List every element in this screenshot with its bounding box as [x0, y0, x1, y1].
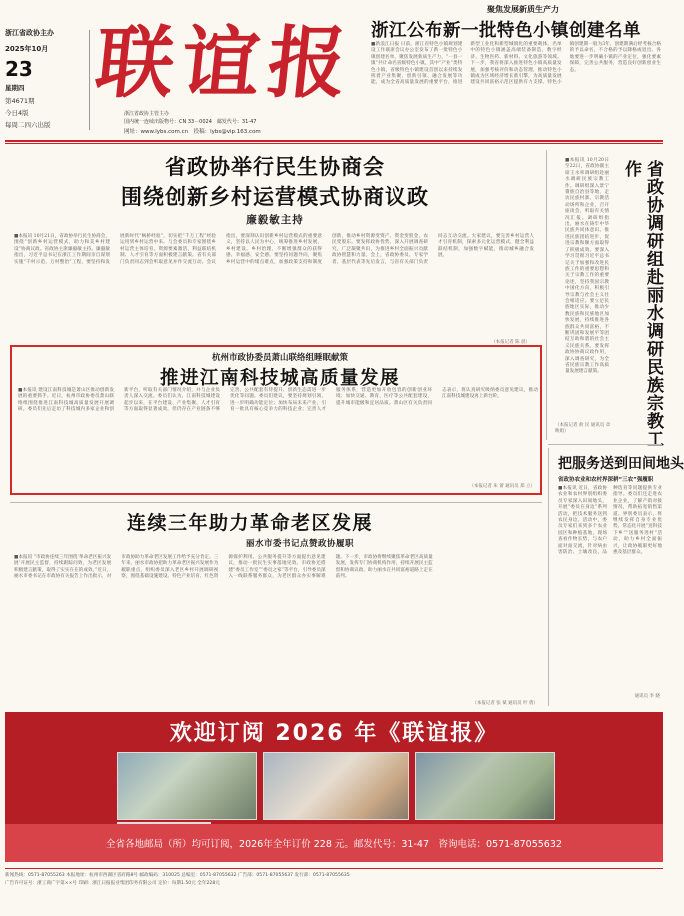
masthead-rule-1: [5, 140, 663, 142]
masthead-sponsor: 浙江省政协主管主办: [124, 111, 170, 117]
tianjian-body: ■本报讯 近日，省政协农业和农村界别组织委员专家深入田间地头，开展“委员在身边”系列活动，把技术服务送到农民身边。活动中，委员专家们来到多个农业园区和种植基地，现场查看作物长势，与农户面对面交流，针对病虫害防治、土壤改良、品种选育等问题提供专业指导。委员们还走进农业企业，了解产销对接情况，帮助拓宽销售渠道。界别委员表示，将继续发挥自身专业优势，常态化开展“送科技下乡”“送服务进村”活动，助力乡村全面振兴，让政协履职更好地惠及基层群众。: [558, 486, 662, 556]
masthead-pages: 今日4版: [5, 109, 29, 117]
lead-story-subtitle: 廉毅敏主持: [246, 214, 304, 226]
hz-story-body: ■本报讯 建设江南科技城是萧山区推动创新发展的重要抓手。近日，杭州市政协委员萧山联络组围绕推进江南科技城高质量发展开展调研。委员们先后走访了科技城内多家企业和创新平台，听取有关部门情况介绍，并与企业负责人深入交流。委员们认为，江南科技城建设起步以来，在平台建设、产业集聚、人才引育等方面取得显著成效，但仍存在产业链条不够完善、公共配套有待提升、创新生态需进一步优化等问题。委员们建议，要坚持规划引领，进一步明确功能定位；加快布局未来产业，引育一批具有核心竞争力的科技企业；完善人才服务体系，营造更加开放包容的创新创业环境；加快交通、教育、医疗等公共配套建设，提升城市能级和宜居品质。萧山区有关负责同志表示，将认真研究吸纳委员意见建议，推动江南科技城建设再上新台阶。: [18, 388, 538, 413]
top-story-body: ■新浪江日报 日前，浙江省特色小镇规划建设工作联席会议办公室发布了新一批特色小镇创建名单，聚焦发展新质生产力，“一县一镇”共计命名省级特色小镇，其中“产业”类特色小镇，省级特色小镇建设首创以来持续发挥着产业集聚、创新引领、融合发展等功能，成为全省高质量发展的重要平台，推进新型工业化和新型城镇化的重要载体。名单中的特色小镇涵盖高端装备制造、数字经济、生物医药、新材料、文化旅游等领域。下一步，我省将深入推进特色小镇高质量发展，加强考核评价和动态管理，推动特色小镇成为区域经济增长新引擎，为高质量发展建设共同富裕示范区提供有力支撑。特色小镇创建期一般为3年，创建期满后经考核合格的予以命名，不合格的予以降格或退出。各地要进一步明确小镇的产业定位，强化要素保障，完善公共服务，营造良好创新创业生态。: [371, 42, 661, 86]
banner-photo-1: [117, 752, 257, 820]
laoqu-divider-top: [10, 502, 542, 503]
footer-line-1: 新闻热线：0571-87055263 本报地址：杭州市西湖区省府路8号 邮政编码：310025 总编室：0571-87055632 广告部：0571-87055637 发行部：0571-87055635: [5, 873, 350, 878]
masthead-day: 23: [5, 57, 33, 81]
top-story-kicker: 聚焦发展新质生产力: [487, 5, 559, 14]
lead-story-reporter: （本报记者 陈 晨）: [491, 340, 530, 345]
masthead-rule-2: [5, 143, 663, 144]
banner-photo-2: [263, 752, 409, 820]
masthead-info: [5, 28, 87, 138]
masthead-schedule: 每周二四六出版: [5, 121, 51, 129]
lead-story-title-2[interactable]: 围绕创新乡村运营模式协商议政: [121, 185, 429, 209]
right-story-reporter: （本报记者 俞 民 通讯员 章映娟）: [555, 423, 611, 434]
masthead-web: 网址：www.lybs.com.cn 投稿：lybs@vip.163.com: [124, 129, 261, 135]
hz-story-reporter: （本报记者 朱 蕾 通讯员 郑 立）: [469, 484, 535, 489]
laoqu-subtitle: 丽水市委书记点赞政协履职: [245, 539, 354, 549]
banner-photo-3: [415, 752, 555, 820]
laoqu-body: ■本报讯 “市政协连续三年围绕‘革命老区振兴发展’开展民主监督，持续跟踪问效，为老区发展积极建言献策，取得了实实在在的成效。”近日，丽水市委书记在市政协有关报告上作出批示，对市政协助力革命老区发展工作给予充分肯定。三年来，丽水市政协把助力革命老区振兴发展作为履职重点，组织委员深入老区乡村开展调研视察，围绕基础设施建设、特色产业培育、红色资源保护利用、公共服务提升等方面提出意见建议，推动一批民生实事落地见效。市政协还搭建“委员工作室”“委员之家”等平台，引导委员深入一线联系服务群众，为老区群众办实事解难题。下一步，市政协将继续聚焦革命老区高质量发展，发挥专门协商机构作用，持续开展民主监督和协商议政，助力丽水在共同富裕道路上走在前列。: [14, 555, 433, 580]
banner-title: 欢迎订阅 2026 年《联谊报》: [169, 721, 499, 746]
subscription-banner[interactable]: [5, 712, 663, 862]
footer-line-2: 广告许可证号：浙工商广字第××号 印刷：浙江日报报业集团印务有限公司 定价：每期1.50元 全年228元: [5, 881, 220, 886]
laoqu-title[interactable]: 连续三年助力革命老区发展: [126, 512, 373, 534]
laoqu-reporter: （本报记者 张 斌 通讯员 叶 倩）: [472, 701, 538, 706]
hz-story-kicker: 杭州市政协委员萧山联络组睡眠献策: [211, 353, 348, 363]
masthead-cn-number: 国内统一连续出版物号：CN 33－0024 邮发代号：31-47: [124, 119, 257, 125]
laoqu-right-divider: [548, 448, 549, 706]
banner-footer-line: 全省各地邮局（所）均可订阅，2026年全年订价 228 元。邮发代号：31-47 咨询电话：0571-87055632: [106, 839, 562, 850]
masthead-divider: [89, 30, 90, 130]
masthead-logo: 联谊报: [91, 18, 359, 109]
lead-story-body: ■本报讯 10月21日，省政协举行民生协商会，围绕“创新乡村运营模式，助力和美乡村建设”协商议政。省政协主席廉毅敏主持。廉毅敏指出，习近平总书记在浙江工作期间亲自谋划实施“千村示范、万村整治”工程，要坚持和发展新时代“枫桥经验”，切实把“千万工程”经验运用到乡村运营中来。与会委员和专家围绕乡村运营主体培育、资源要素激活、利益联结机制、人才引育等方面积极建言献策。省有关部门负责同志到会听取意见并作交流互动。会议指出，要深刻认识创新乡村运营模式的重要意义，坚持以人民为中心，统筹推进乡村发展、乡村建设、乡村治理，不断增强群众的获得感、幸福感、安全感。要坚持问题导向，聚焦乡村运营中的堵点难点，加强政策支持和制度创新，推动乡村资源变资产、资金变股金、农民变股东。要发挥政协优势，深入开展调查研究，广泛凝聚共识，为推进乡村全面振兴贡献政协智慧和力量。会上，省政协委员、专家学者、基层代表等先后发言，与省有关部门负责同志互动交流。大家建议，要完善乡村运营人才引育机制，探索多元化运营模式，健全利益联结机制，加强数字赋能，推动城乡融合发展。: [14, 234, 534, 265]
right-story-body: ■本报讯 10月20日至22日，省政协副主席王水率调研组赴丽水调研民族宗教工作。调研组深入景宁畲族自治县等地，走访民族村寨、宗教活动场所和企业，召开座谈会，听取有关情况汇报。调研组指出，丽水在铸牢中华民族共同体意识、推进民族团结进步、促进宗教和顺方面取得了积极成效。要深入学习贯彻习近平总书记关于加强和改进民族工作的重要思想和关于宗教工作的重要论述，坚持我国宗教中国化方向，积极引导宗教与社会主义社会相适应。要立足民族地区实际，推动少数民族和民族地区加快发展，持续推进各族群众共同富裕，不断巩固和发展平等团结互助和谐的社会主义民族关系。要发挥政协协商议政作用，深入调查研究，为全省民族宗教工作高质量发展建言献策。: [565, 158, 609, 375]
lead-story-title-1[interactable]: 省政协举行民生协商会: [165, 155, 385, 179]
masthead-date: 2025年10月: [5, 45, 49, 53]
top-story-headline[interactable]: 浙江公布新一批特色小镇创建名单: [371, 21, 641, 41]
tianjian-title[interactable]: 把服务送到田间地头: [558, 456, 684, 472]
hz-story-title[interactable]: 推进江南科技城高质量发展: [159, 368, 400, 389]
right-column-divider: [546, 150, 547, 440]
footer-rule: [5, 868, 663, 869]
masthead-weekday: 星期四: [5, 84, 25, 92]
tianjian-reporter: 通讯员 李 晓: [634, 694, 660, 699]
tianjian-divider-top: [548, 444, 662, 445]
tianjian-subtitle: 省政协农业和农村界深耕“三农”强履职: [558, 477, 654, 483]
right-story-title[interactable]: 省政协调研组赴丽水调研民族宗教工作: [621, 160, 663, 448]
masthead-publisher: 浙江省政协主办: [5, 29, 54, 37]
masthead-issue: 第4671期: [5, 97, 35, 105]
